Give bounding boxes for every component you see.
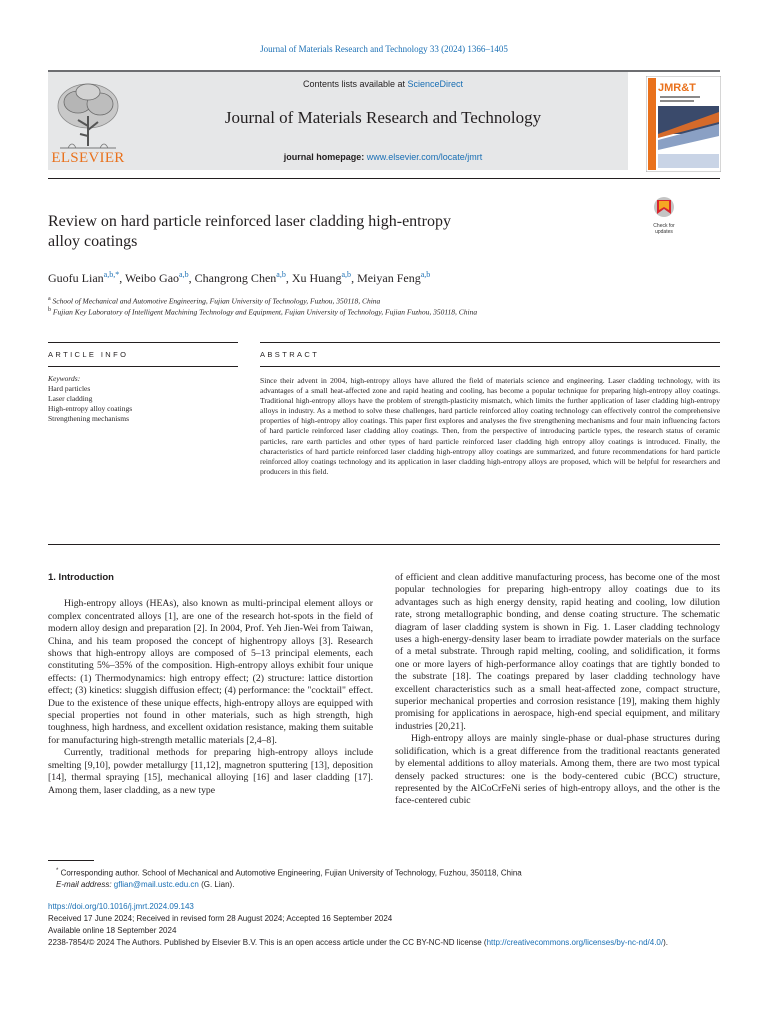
- paragraph: Currently, traditional methods for preparing high-entropy alloys include smelting [9,10], powder metallurgy [11,12], magnetron sputtering [13], deposition [14], thermal spraying [15], mechanical alloying [16] and laser cladding [17]. Among them, laser cladding, as a new type: [48, 747, 373, 796]
- abstract-rule: [260, 366, 720, 367]
- abstract-rule-top: [260, 342, 720, 343]
- article-title-line2: alloy coatings: [48, 233, 138, 250]
- paragraph: of efficient and clean additive manufacturing process, has become one of the most popular technologies for preparing high-entropy alloy coatings due to its advantages such as high energy density, rapid heating and cooling, low dilution rate, strong metallographic bonding, and dense coating structure. The schematic diagram of laser cladding system is shown in Fig. 1. Laser cladding technology uses a high-energy-density laser beam to irradiate powder materials on the surface of a metal substrate. Through rapid melting, cooling, and solidification, it forms one or more layers of high-performance alloy coatings that are tightly bonded to the substrate [18]. The coatings prepared by laser cladding technology have excellent characteristics such as a small heat-affected zone, compact structure, superior mechanical properties and corrosion resistance [19], making them highly promising for applications in aerospace, high-end special equipment, and military industries [20,21].: [395, 572, 720, 732]
- article-info-rule-top: [48, 342, 238, 343]
- journal-title: Journal of Materials Research and Technology: [224, 108, 542, 127]
- received-dates: Received 17 June 2024; Received in revised form 28 August 2024; Accepted 16 September 2024: [48, 914, 393, 923]
- author[interactable]: Meiyan Feng$^{a,b}$: [357, 270, 431, 285]
- keyword: High-entropy alloy coatings: [48, 404, 133, 413]
- cover-abbrev: JMR&T: [658, 82, 696, 94]
- author[interactable]: Changrong Chen$^{a,b}$: [194, 270, 286, 285]
- journal-homepage-link[interactable]: www.elsevier.com/locate/jmrt: [366, 152, 483, 162]
- elsevier-wordmark: ELSEVIER: [51, 150, 125, 166]
- homepage-label: journal homepage:: [283, 152, 367, 162]
- sciencedirect-link[interactable]: ScienceDirect: [407, 79, 464, 89]
- contents-line: [138, 79, 628, 89]
- email-footnote: E-mail address: gflian@mail.ustc.edu.cn (G. Lian).: [56, 880, 235, 889]
- section-heading-introduction: 1. Introduction: [48, 572, 114, 583]
- keywords-label: Keywords:: [48, 374, 81, 383]
- keyword: Hard particles: [48, 384, 91, 393]
- author[interactable]: Weibo Gao$^{a,b}$: [125, 270, 189, 285]
- check-for-updates-badge[interactable]: [646, 196, 682, 235]
- affiliation-a: $^a$ School of Mechanical and Automotive Engineering, Fujian University of Technology, Fuzhou, 350118, China: [48, 296, 381, 306]
- article-info-label: ARTICLE INFO: [48, 350, 129, 359]
- corresponding-author-footnote: * Corresponding author. School of Mechanical and Automotive Engineering, Fujian University of Technology, Fuzhou, 350118, China: [56, 868, 522, 878]
- body-column-right: [395, 572, 720, 808]
- email-label: E-mail address:: [56, 880, 114, 889]
- article-title: [48, 212, 608, 252]
- doi-line: [48, 901, 720, 912]
- license-line: 2238-7854/© 2024 The Authors. Published by Elsevier B.V. This is an open access article under the CC BY-NC-ND license (http://creativecommons.org/licenses/by-nc-nd/4.0/).: [48, 938, 668, 947]
- abstract-label: ABSTRACT: [260, 350, 320, 359]
- masthead-bottom-rule: [48, 178, 720, 179]
- keyword: Strengthening mechanisms: [48, 414, 130, 423]
- article-info-rule: [48, 366, 238, 367]
- crossmark-icon: [646, 196, 682, 218]
- affiliation-b: $^b$ Fujian Key Laboratory of Intelligent Machining Technology and Equipment, Fujian University of Technology, Fujian Fuzhou, 350118, China: [48, 307, 478, 317]
- footnote-rule: [48, 860, 94, 861]
- crossmark-label-line1: Check for: [653, 223, 675, 229]
- abstract-bottom-rule: [48, 544, 720, 545]
- available-online: Available online 18 September 2024: [48, 926, 177, 935]
- keyword: Laser cladding: [48, 394, 93, 403]
- running-head[interactable]: Journal of Materials Research and Technology 33 (2024) 1366–1405: [260, 44, 508, 54]
- paragraph: High-entropy alloys are mainly single-phase or dual-phase structures during solidification, which is a great difference from the traditional reactants generated by elemental additions to alloy materials. Among them, there are two most typical densely packed structures: one is the body-centered cubic (BCC) structure, represented by the AlCoCrFeNi series of high-entropy alloys, and the other is the face-centered cubic: [395, 733, 720, 807]
- email-link[interactable]: gflian@mail.ustc.edu.cn: [113, 880, 199, 889]
- abstract-text: Since their advent in 2004, high-entropy alloys have allured the field of materials science and engineering. Laser cladding technology, with its advantages of a small heat-affected zone and rapid heating and cooling, has become a popular technique for preparing high-entropy alloy coatings. Traditional high-entropy alloys have the problem of strength-plasticity mismatch, which limits the further application of laser cladding high-entropy alloys in industry. As a method to solve these challenges, hard particle reinforced alloy coating technology can effectively control the comprehensive properties of high-entropy alloy coatings. This paper first explores and analyses the five strengthening mechanisms and four main influencing factors of hard particle reinforced laser cladding alloy coatings. Then, from the perspective of introducing particle types, the research status of ceramic particles, rare earth particles and other types of hard particle reinforced laser cladding high entropy alloy coatings is introduced. Finally, the characteristics of hard particle reinforced laser cladding high-entropy alloy coatings are summarized, and future recommendations for hard particle reinforced alloy coatings technology and its application in laser cladding high-entropy alloys are proposed, which will be helpful for researchers and producers in this field.: [260, 376, 720, 476]
- author[interactable]: Guofu Lian$^{a,b,*}$: [48, 270, 120, 285]
- crossmark-label-line2: updates: [655, 229, 673, 235]
- journal-masthead: [48, 70, 720, 170]
- homepage-line: [138, 152, 628, 162]
- keywords-block: [48, 374, 238, 424]
- author-list: Guofu Lian$^{a,b,*}$, Weibo Gao$^{a,b}$, Changrong Chen$^{a,b}$, Xu Huang$^{a,b}$, Meiyan Feng$^{a,b}$: [48, 270, 431, 285]
- license-link[interactable]: http://creativecommons.org/licenses/by-nc-nd/4.0/: [486, 938, 664, 947]
- contents-prefix: Contents lists available at: [302, 79, 408, 89]
- paragraph: High-entropy alloys (HEAs), also known as multi-principal element alloys or complex concentrated alloys [1], are one of the research hot-spots in the field of modern alloy design and preparation [2]. In 2004, Prof. Yeh Jien-Wei from Taiwan, China, and his team proposed the concept of highentropy alloys [3]. Research shows that high-entropy alloys are composed of 5–13 principal elements, each constituting 5%–35% of the composition. High-entropy alloys exhibit four unique effects: (1) Thermodynamics: high entropy effect; (2) structure: lattice distortion effect; (3) kinetics: sluggish diffusion effect; (4) performance: the "cocktail" effect. Due to the existence of these unique effects, high-entropy alloys are equipped with special properties not found in other materials, such as high strength, high toughness, high hardness, and excellent oxidation resistance, making them suitable for manufacturing high-strength metallic materials [2,4–8].: [48, 598, 373, 746]
- doi-link[interactable]: https://doi.org/10.1016/j.jmrt.2024.09.143: [48, 902, 194, 911]
- author[interactable]: Xu Huang$^{a,b}$: [291, 270, 352, 285]
- masthead-top-rule: [48, 70, 720, 72]
- body-column-left: [48, 572, 373, 797]
- article-title-line1: Review on hard particle reinforced laser cladding high-entropy: [48, 213, 451, 230]
